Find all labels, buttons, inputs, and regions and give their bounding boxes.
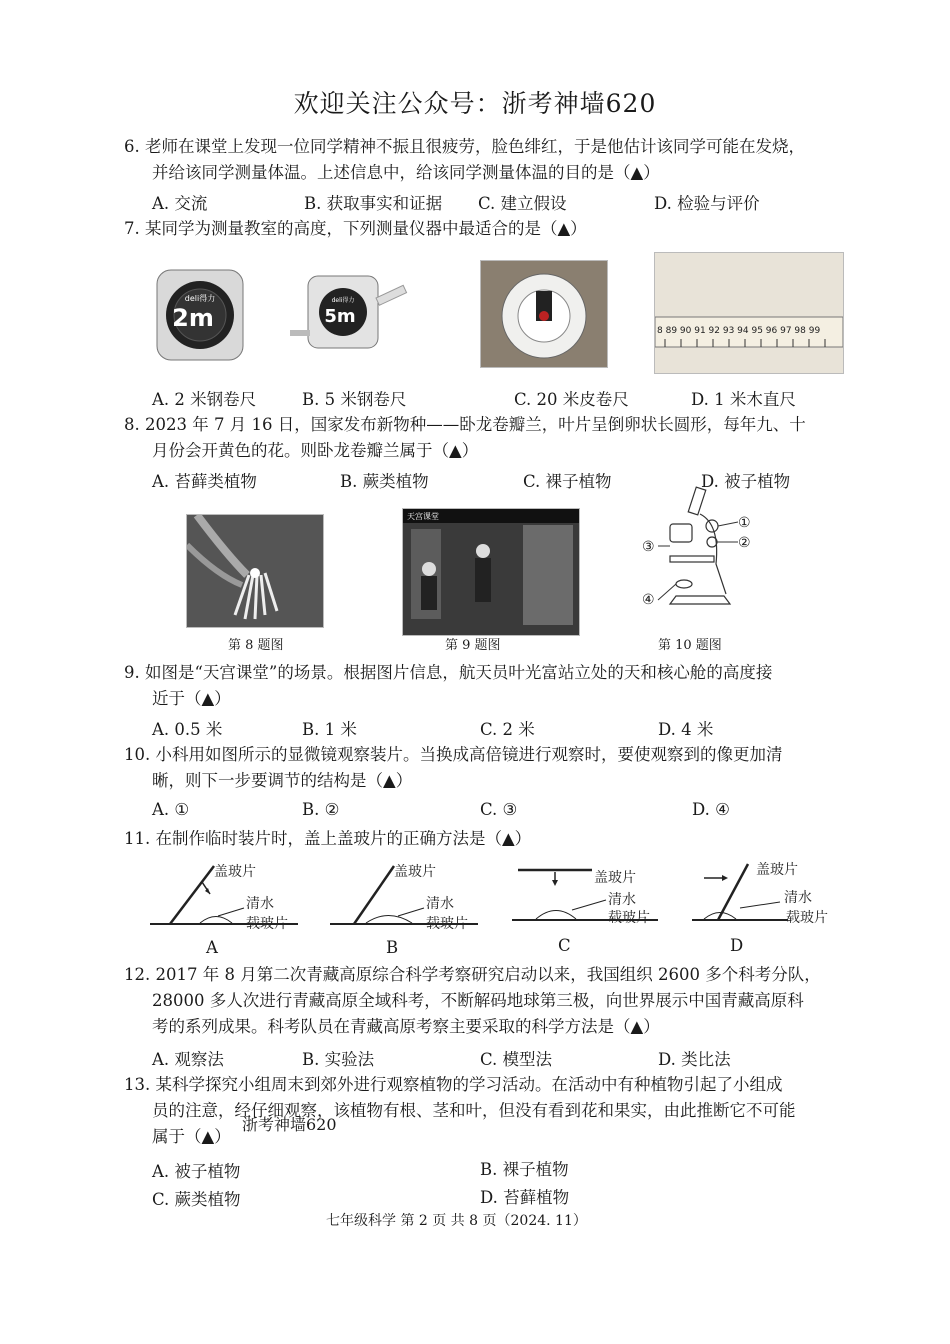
d-water-label: 清水	[784, 890, 812, 906]
q7-option-d: D. 1 米木直尺	[691, 390, 796, 409]
q8-option-d: D. 被子植物	[701, 472, 791, 491]
micro-label-4: ④	[642, 592, 655, 608]
a-cover-label: 盖玻片	[214, 864, 256, 880]
q10-option-c: C. ③	[480, 800, 518, 819]
q13-option-d: D. 苔藓植物	[480, 1188, 570, 1207]
q9-stem-line1: 9. 如图是“天宫课堂”的场景。根据图片信息，航天员叶光富站立处的天和核心舱的高度接	[124, 663, 773, 682]
q9-option-d: D. 4 米	[658, 720, 714, 739]
b-slide-label: 载玻片	[426, 916, 468, 932]
microscope-diagram	[640, 484, 760, 614]
q6-stem-line1: 6. 老师在课堂上发现一位同学精神不振且很疲劳，脸色绯红，于是他估计该同学可能在发烧，	[124, 137, 805, 156]
b-water-label: 清水	[426, 896, 454, 912]
tape-a-brand: deli得力	[184, 294, 216, 303]
q8-option-b: B. 蕨类植物	[340, 472, 429, 491]
q8-stem-line2: 月份会开黄色的花。则卧龙卷瓣兰属于（▲）	[152, 441, 479, 460]
q11-letter-a: A	[206, 938, 218, 957]
q7-option-a: A. 2 米钢卷尺	[152, 390, 257, 409]
q12-option-b: B. 实验法	[302, 1050, 375, 1069]
q13-stem-line3: 属于（▲）	[152, 1127, 231, 1146]
q9-option-a: A. 0.5 米	[152, 720, 223, 739]
ruler-ticks: 8 89 90 91 92 93 94 95 96 97 98 99	[657, 326, 821, 336]
q11-stem: 11. 在制作临时装片时，盖上盖玻片的正确方法是（▲）	[124, 829, 532, 848]
micro-label-3: ③	[642, 539, 655, 555]
coverslip-method-c	[508, 856, 678, 956]
q12-option-a: A. 观察法	[152, 1050, 224, 1069]
q12-stem-line1: 12. 2017 年 8 月第二次青藏高原综合科学考察研究启动以来，我国组织 2600 多个科考分队，	[124, 965, 821, 984]
wooden-ruler-image	[654, 252, 844, 374]
a-water-label: 清水	[246, 896, 274, 912]
watermark-text: 浙考神墙620	[242, 1115, 337, 1134]
q10-stem-line1: 10. 小科用如图所示的显微镜观察装片。当换成高倍镜进行观察时，要使观察到的像更加清	[124, 745, 783, 764]
tape-b-length: 5m	[324, 306, 356, 327]
q13-stem-line1: 13. 某科学探究小组周末到郊外进行观察植物的学习活动。在活动中有种植物引起了小组成	[124, 1075, 783, 1094]
q6-option-c: C. 建立假设	[478, 194, 567, 213]
a-slide-label: 载玻片	[246, 916, 288, 932]
q13-stem-line2: 员的注意，经仔细观察，该植物有根、茎和叶，但没有看到花和果实，由此推断它不可能	[152, 1101, 796, 1120]
q9-option-c: C. 2 米	[480, 720, 535, 739]
q12-stem-line3: 考的系列成果。科考队员在青藏高原考察主要采取的科学方法是（▲）	[152, 1017, 660, 1036]
micro-label-1: ①	[738, 515, 751, 531]
q12-option-c: C. 模型法	[480, 1050, 553, 1069]
tape-b-brand: deli得力	[331, 297, 355, 304]
q12-stem-line2: 28000 多人次进行青藏高原全域科考，不断解码地球第三极，向世界展示中国青藏高原科	[152, 991, 804, 1010]
q7-option-c: C. 20 米皮卷尺	[514, 390, 629, 409]
orchid-flower-image	[186, 514, 324, 628]
q6-option-d: D. 检验与评价	[654, 194, 760, 213]
q8-option-c: C. 裸子植物	[523, 472, 612, 491]
coverslip-method-a	[148, 856, 318, 956]
q12-option-d: D. 类比法	[658, 1050, 731, 1069]
q8-stem-line1: 8. 2023 年 7 月 16 日，国家发布新物种——卧龙卷瓣兰，叶片呈倒卵状长圆形，每年九、十	[124, 415, 806, 434]
q13-option-b: B. 裸子植物	[480, 1160, 569, 1179]
q11-letter-b: B	[386, 938, 399, 957]
caption-fig-8: 第 8 题图	[228, 638, 284, 653]
q6-option-b: B. 获取事实和证据	[304, 194, 443, 213]
micro-label-2: ②	[738, 535, 751, 551]
q11-letter-c: C	[558, 936, 571, 955]
q9-option-b: B. 1 米	[302, 720, 357, 739]
q10-option-d: D. ④	[692, 800, 730, 819]
c-cover-label: 盖玻片	[594, 870, 636, 886]
caption-fig-10: 第 10 题图	[658, 638, 722, 653]
q13-option-c: C. 蕨类植物	[152, 1190, 241, 1209]
q6-stem-line2: 并给该同学测量体温。上述信息中，给该同学测量体温的目的是（▲）	[152, 163, 660, 182]
coverslip-method-d	[690, 856, 850, 956]
q10-option-b: B. ②	[302, 800, 340, 819]
q7-stem: 7. 某同学为测量教室的高度，下列测量仪器中最适合的是（▲）	[124, 219, 587, 238]
tape-measure-5m-image	[290, 270, 415, 362]
q7-option-b: B. 5 米钢卷尺	[302, 390, 407, 409]
leather-tape-measure-image	[480, 260, 608, 368]
d-slide-label: 载玻片	[786, 910, 828, 926]
b-cover-label: 盖玻片	[394, 864, 436, 880]
c-water-label: 清水	[608, 892, 636, 908]
q6-option-a: A. 交流	[152, 194, 208, 213]
q10-option-a: A. ①	[152, 800, 190, 819]
q8-option-a: A. 苔藓类植物	[152, 472, 257, 491]
coverslip-method-b	[328, 856, 498, 956]
q10-stem-line2: 晰，则下一步要调节的结构是（▲）	[152, 771, 413, 790]
page-header: 欢迎关注公众号：浙考神墙620	[293, 89, 657, 118]
c-slide-label: 载玻片	[608, 910, 650, 926]
tiangong-banner-text: 天宫课堂	[407, 512, 439, 521]
q13-option-a: A. 被子植物	[152, 1162, 241, 1181]
caption-fig-9: 第 9 题图	[445, 638, 501, 653]
d-cover-label: 盖玻片	[756, 862, 798, 878]
tiangong-classroom-image	[402, 508, 580, 636]
tape-measure-2m-image	[155, 268, 245, 363]
q11-letter-d: D	[730, 936, 744, 955]
tape-a-length: 2m	[172, 304, 214, 332]
q9-stem-line2: 近于（▲）	[152, 689, 231, 708]
page-footer: 七年级科学 第 2 页 共 8 页（2024. 11）	[326, 1213, 587, 1229]
